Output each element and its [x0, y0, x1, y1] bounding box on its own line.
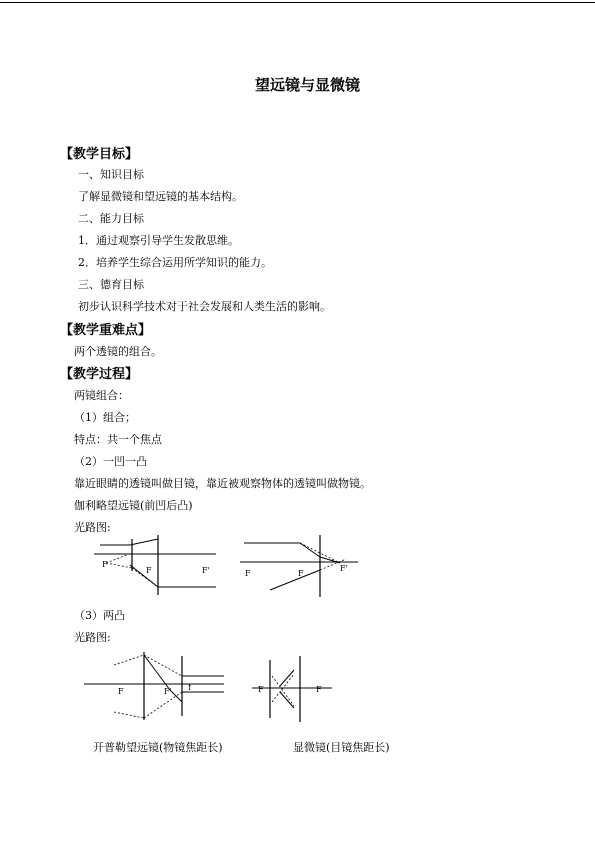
focus-label: F	[316, 685, 322, 694]
kepler-telescope-diagram	[84, 650, 229, 728]
focus-label: f	[188, 683, 191, 692]
process-line: （1）组合；	[74, 411, 136, 424]
process-line: 光路图:	[74, 521, 111, 534]
galilean-diagram-b	[240, 535, 365, 600]
process-heading: 【教学过程】	[60, 367, 139, 382]
key-points-heading: 【教学重难点】	[60, 323, 152, 338]
objectives-line: 了解显微镜和望远镜的基本结构。	[78, 190, 243, 203]
focus-label: F	[118, 687, 124, 696]
focus-label: F	[146, 566, 152, 575]
dashed-ray	[114, 655, 144, 665]
light-ray	[170, 690, 182, 702]
light-ray	[130, 539, 158, 545]
galilean-diagram-a	[88, 535, 223, 600]
objectives-line: 一、知识目标	[78, 168, 144, 181]
light-ray	[270, 570, 320, 590]
microscope-diagram	[250, 656, 335, 724]
light-ray	[300, 543, 320, 557]
focus-label: F'	[340, 564, 348, 573]
dashed-ray	[272, 676, 294, 706]
dashed-ray	[144, 655, 182, 676]
objectives-line: 三、德育目标	[78, 278, 144, 291]
process-line: 光路图:	[74, 631, 111, 644]
focus-label: F'	[164, 687, 172, 696]
process-line: 伽利略望远镜(前凹后凸)	[74, 499, 193, 512]
process-line: 两镜组合：	[74, 389, 129, 402]
dashed-ray	[106, 563, 132, 568]
focus-label: F	[102, 560, 108, 569]
process-line: 特点：共一个焦点	[74, 433, 162, 446]
light-ray	[280, 692, 294, 708]
kepler-caption: 开普勒望远镜(物镜焦距长)	[93, 741, 223, 754]
microscope-caption: 显微镜(目镜焦距长)	[293, 741, 390, 754]
dashed-ray	[114, 712, 144, 718]
light-ray	[144, 655, 170, 690]
process-line: （3）两凸	[74, 609, 125, 622]
page-title: 望远镜与显微镜	[254, 76, 360, 94]
top-rule	[0, 2, 595, 3]
focus-label: F'	[202, 566, 210, 575]
objectives-line: 二、能力目标	[78, 212, 144, 225]
light-ray	[130, 565, 158, 587]
process-line: （2）一凹一凸	[74, 455, 147, 468]
objectives-line: 1．通过观察引导学生发散思维。	[78, 234, 239, 247]
objectives-line: 2．培养学生综合运用所学知识的能力。	[78, 256, 272, 269]
key-points-line: 两个透镜的组合。	[74, 345, 162, 358]
light-ray	[280, 670, 294, 686]
focus-label: F	[245, 569, 251, 578]
focus-label: F	[258, 685, 264, 694]
focus-label: F	[298, 569, 304, 578]
objectives-heading: 【教学目标】	[60, 147, 139, 162]
objectives-line: 初步认识科学技术对于社会发展和人类生活的影响。	[78, 300, 331, 313]
process-line: 靠近眼睛的透镜叫做目镜，靠近被观察物体的透镜叫做物镜。	[74, 477, 371, 490]
